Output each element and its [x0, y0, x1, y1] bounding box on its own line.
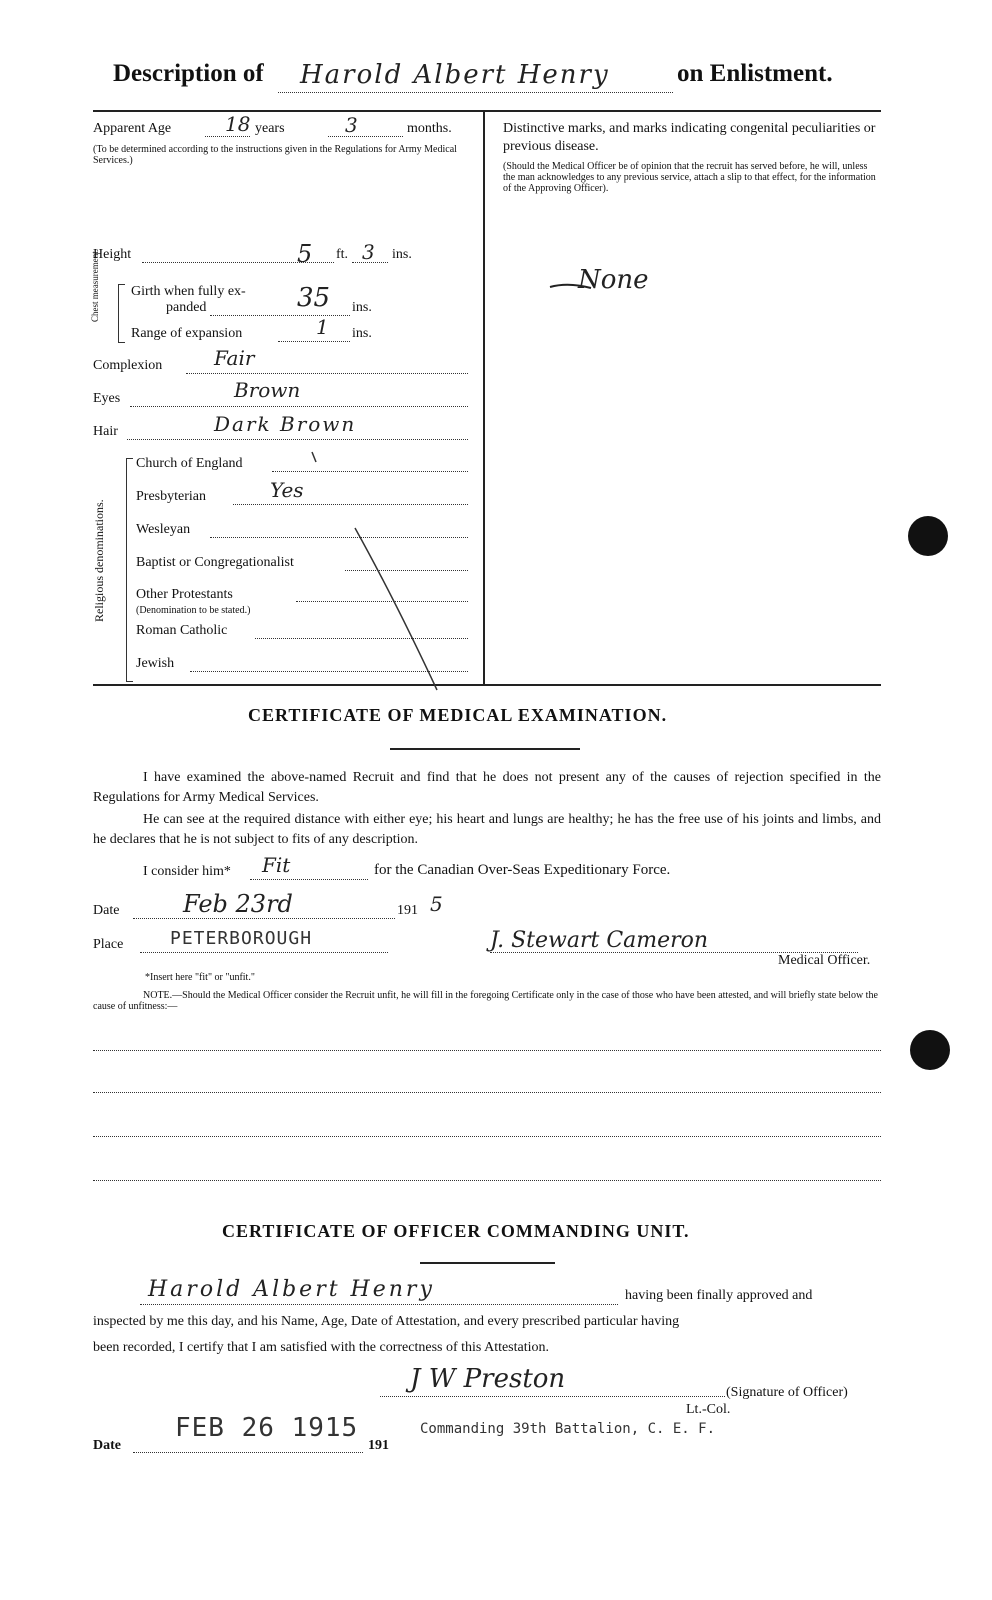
- religion-item-other-protestants: Other Protestants: [136, 587, 233, 602]
- years-label: years: [255, 121, 285, 136]
- insert-note: *Insert here "fit" or "unfit.": [145, 972, 255, 983]
- girth-ins-label: ins.: [352, 300, 372, 315]
- title-right: on Enlistment.: [677, 60, 833, 87]
- unfitness-line-2: [93, 1092, 881, 1093]
- commanding-officer-signature: J W Preston: [410, 1364, 566, 1394]
- complexion-label: Complexion: [93, 358, 163, 373]
- commanding-recruit-name: Harold Albert Henry: [148, 1277, 435, 1302]
- ins-label: ins.: [392, 247, 412, 262]
- height-ins-value: 3: [362, 240, 375, 264]
- range-value: 1: [316, 315, 329, 339]
- religion-other-note: (Denomination to be stated.): [136, 605, 251, 616]
- girth-value: 35: [297, 283, 331, 313]
- medical-title: CERTIFICATE OF MEDICAL EXAMINATION.: [248, 705, 668, 725]
- range-label: Range of expansion: [131, 326, 243, 341]
- medical-para-2: He can see at the required distance with either eye; his heart and lungs are healthy; he has the free use of his joints and limbs, and he declares that he is not subject to fits of any description.: [93, 812, 881, 847]
- commanding-line-2: inspected by me this day, and his Name, Age, Date of Attestation, and every prescribed particular having: [93, 1314, 680, 1329]
- medical-title-rule: [390, 748, 580, 750]
- religion-group-label: Religious denominations.: [92, 499, 106, 622]
- commanding-name-line: [140, 1304, 618, 1305]
- medical-unfit-note: NOTE.—Should the Medical Officer consider the Recruit unfit, he will fill in the foregoing Certificate only in the case of those who have been attested, and will briefly state below the cause of unfitness:—: [93, 990, 878, 1012]
- eyes-value: Brown: [234, 378, 301, 402]
- unfitness-line-3: [93, 1136, 881, 1137]
- medical-place-stamp: PETERBOROUGH: [170, 928, 313, 949]
- commanding-date-stamp: FEB 26 1915: [175, 1413, 359, 1443]
- medical-date-label: Date: [93, 903, 120, 918]
- commanding-date-label: Date: [93, 1438, 121, 1453]
- recruit-name: Harold Albert Henry: [300, 60, 610, 90]
- religion-item-wesleyan: Wesleyan: [136, 522, 191, 537]
- height-label: Height: [93, 247, 132, 262]
- age-label: Apparent Age: [93, 121, 172, 136]
- commanding-title-rule: [420, 1262, 555, 1264]
- commanding-line-1: having been finally approved and: [625, 1288, 813, 1303]
- age-years-value: 18: [225, 112, 251, 136]
- medical-year-prefix: 191: [397, 903, 418, 918]
- commanding-signature-line: [380, 1396, 725, 1397]
- height-ft-value: 5: [297, 240, 313, 268]
- hair-value: Dark Brown: [214, 412, 357, 436]
- range-ins-label: ins.: [352, 326, 372, 341]
- girth-label-2: panded: [166, 300, 207, 315]
- medical-place-line: [140, 952, 388, 953]
- distinctive-label: Distinctive marks, and marks indicating congenital peculiarities or previous disease.: [503, 121, 876, 154]
- religion-item-roman-catholic: Roman Catholic: [136, 623, 228, 638]
- religion-mark-presbyterian: Yes: [270, 478, 304, 502]
- commanding-date-line: [133, 1452, 363, 1453]
- eyes-label: Eyes: [93, 391, 121, 406]
- ft-label: ft.: [336, 247, 349, 262]
- religion-item-baptist: Baptist or Congregationalist: [136, 555, 294, 570]
- months-label: months.: [407, 121, 452, 136]
- medical-date-line: [133, 918, 395, 919]
- consider-label: I consider him*: [143, 864, 231, 879]
- commanding-title: CERTIFICATE OF OFFICER COMMANDING UNIT.: [222, 1221, 690, 1241]
- commanding-year-prefix: 191: [368, 1438, 389, 1453]
- consider-suffix: for the Canadian Over-Seas Expeditionary Force.: [374, 862, 671, 878]
- distinctive-value: None: [578, 265, 649, 295]
- distinctive-note: (Should the Medical Officer be of opinion that the recruit has served before, he will, unless the man acknowledges to any previous service, attach a slip to that effect, for the information of the Approving Officer).: [503, 161, 876, 194]
- hair-label: Hair: [93, 424, 118, 439]
- signature-of-officer-label: (Signature of Officer): [726, 1385, 848, 1400]
- unfitness-line-4: [93, 1180, 881, 1181]
- punch-hole-bottom: [910, 1030, 950, 1070]
- consider-value: Fit: [262, 853, 291, 877]
- medical-place-label: Place: [93, 937, 124, 952]
- religion-item-church-of-england: Church of England: [136, 456, 243, 471]
- commanding-line-3: been recorded, I certify that I am satisfied with the correctness of this Attestation.: [93, 1340, 550, 1355]
- religion-item-presbyterian: Presbyterian: [136, 489, 206, 504]
- religion-item-jewish: Jewish: [136, 656, 175, 671]
- medical-officer-label: Medical Officer.: [778, 953, 871, 968]
- medical-date-value: Feb 23rd: [183, 890, 293, 918]
- none-dash-stroke: [548, 280, 593, 294]
- chest-label: Chest measurement.: [90, 249, 100, 322]
- medical-officer-signature: J. Stewart Cameron: [490, 928, 709, 953]
- title-left: Description of: [113, 60, 264, 87]
- commanding-rank: Lt.-Col.: [686, 1402, 731, 1417]
- medical-year-suffix: 5: [430, 892, 443, 916]
- consider-line: [250, 879, 368, 880]
- commanding-battalion-stamp: Commanding 39th Battalion, C. E. F.: [420, 1421, 716, 1437]
- punch-hole-top: [908, 516, 948, 556]
- medical-para-1: I have examined the above-named Recruit and find that he does not present any of the causes of rejection specified in the Regulations for Army Medical Services.: [93, 770, 881, 805]
- unfitness-line-1: [93, 1050, 881, 1051]
- complexion-value: Fair: [214, 346, 255, 370]
- girth-label-1: Girth when fully ex-: [131, 284, 246, 299]
- age-months-value: 3: [345, 113, 358, 137]
- age-note: (To be determined according to the instructions given in the Regulations for Army Medical Services.): [93, 144, 457, 166]
